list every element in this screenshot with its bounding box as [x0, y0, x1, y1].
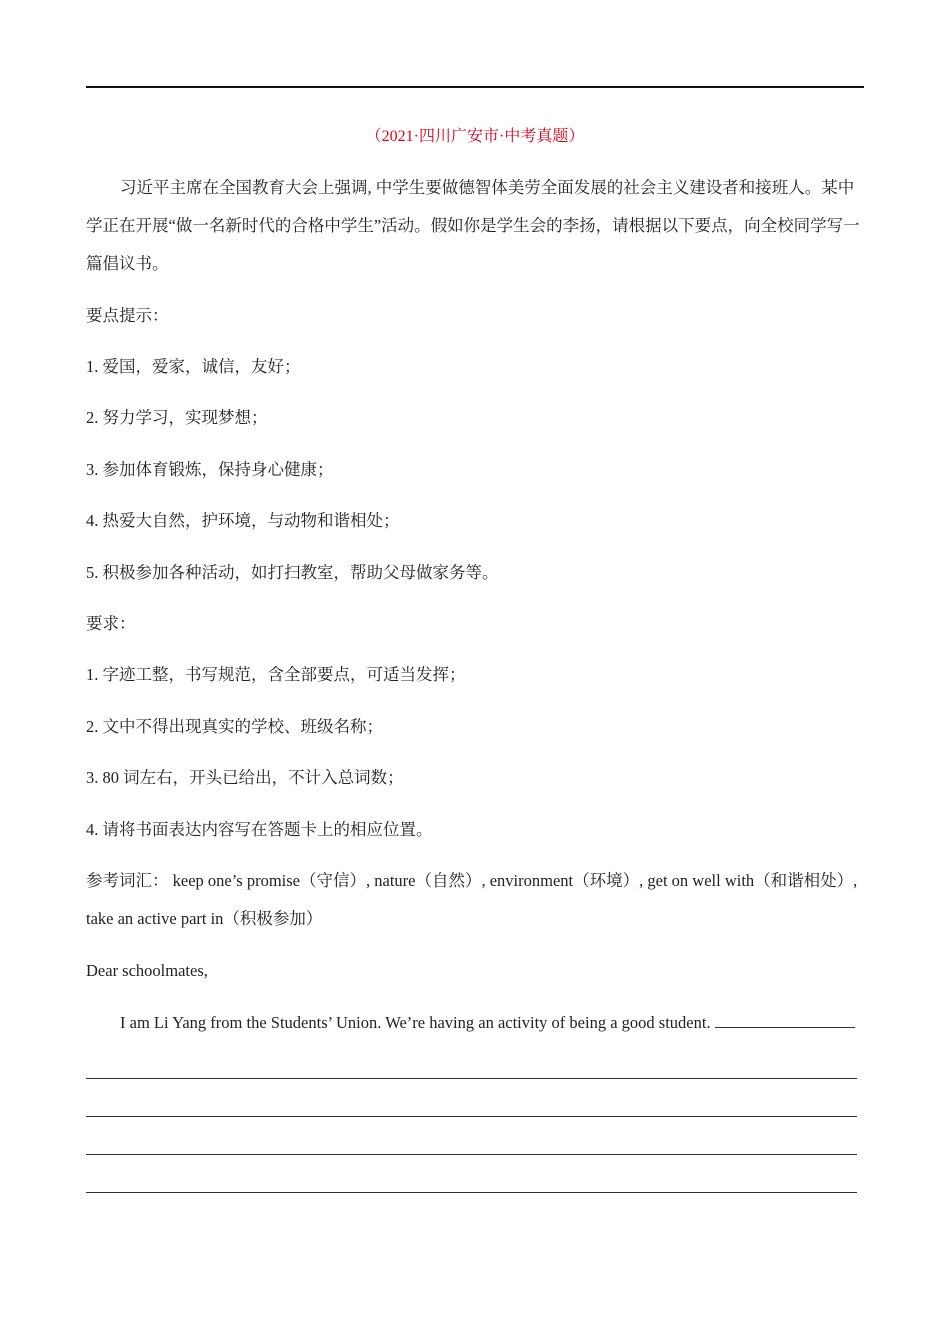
header-rule	[86, 86, 864, 88]
point-item: 2. 努力学习，实现梦想；	[86, 408, 268, 427]
answer-writing-line[interactable]	[86, 1154, 857, 1155]
reference-vocabulary: 参考词汇： keep one’s promise（守信）, nature（自然）, environment（环境）, get on well with（和谐相处）, take an active part in（积极参加）	[86, 871, 858, 928]
answer-writing-line[interactable]	[86, 1116, 857, 1117]
requirements-title: 要求：	[86, 614, 136, 633]
question-source: （2021·四川广安市·中考真题）	[365, 128, 585, 145]
requirement-item: 4. 请将书面表达内容写在答题卡上的相应位置。	[86, 820, 433, 839]
answer-writing-line[interactable]	[86, 1192, 857, 1193]
point-item: 5. 积极参加各种活动，如打扫教室，帮助父母做家务等。	[86, 563, 499, 582]
letter-greeting: Dear schoolmates,	[86, 961, 208, 980]
point-item: 1. 爱国，爱家，诚信，友好；	[86, 357, 301, 376]
requirement-item: 1. 字迹工整，书写规范，含全部要点，可适当发挥；	[86, 665, 466, 684]
point-item: 3. 参加体育锻炼，保持身心健康；	[86, 460, 334, 479]
answer-writing-line[interactable]	[86, 1078, 857, 1079]
letter-opening-text: I am Li Yang from the Students’ Union. We’re having an activity of being a good student.	[120, 1013, 711, 1032]
point-item: 4. 热爱大自然，护环境，与动物和谐相处；	[86, 511, 400, 530]
answer-blank-inline[interactable]	[715, 1011, 855, 1028]
prompt-intro: 习近平主席在全国教育大会上强调, 中学生要做德智体美劳全面发展的社会主义建设者和接班人。某中学正在开展“做一名新时代的合格中学生”活动。假如你是学生会的李扬，请根据以下要点，向全校同学写一篇倡议书。	[86, 178, 860, 273]
points-title: 要点提示：	[86, 306, 169, 325]
requirement-item: 3. 80 词左右，开头已给出，不计入总词数；	[86, 768, 404, 787]
letter-opening-line	[86, 1011, 894, 1034]
requirement-item: 2. 文中不得出现真实的学校、班级名称；	[86, 717, 383, 736]
